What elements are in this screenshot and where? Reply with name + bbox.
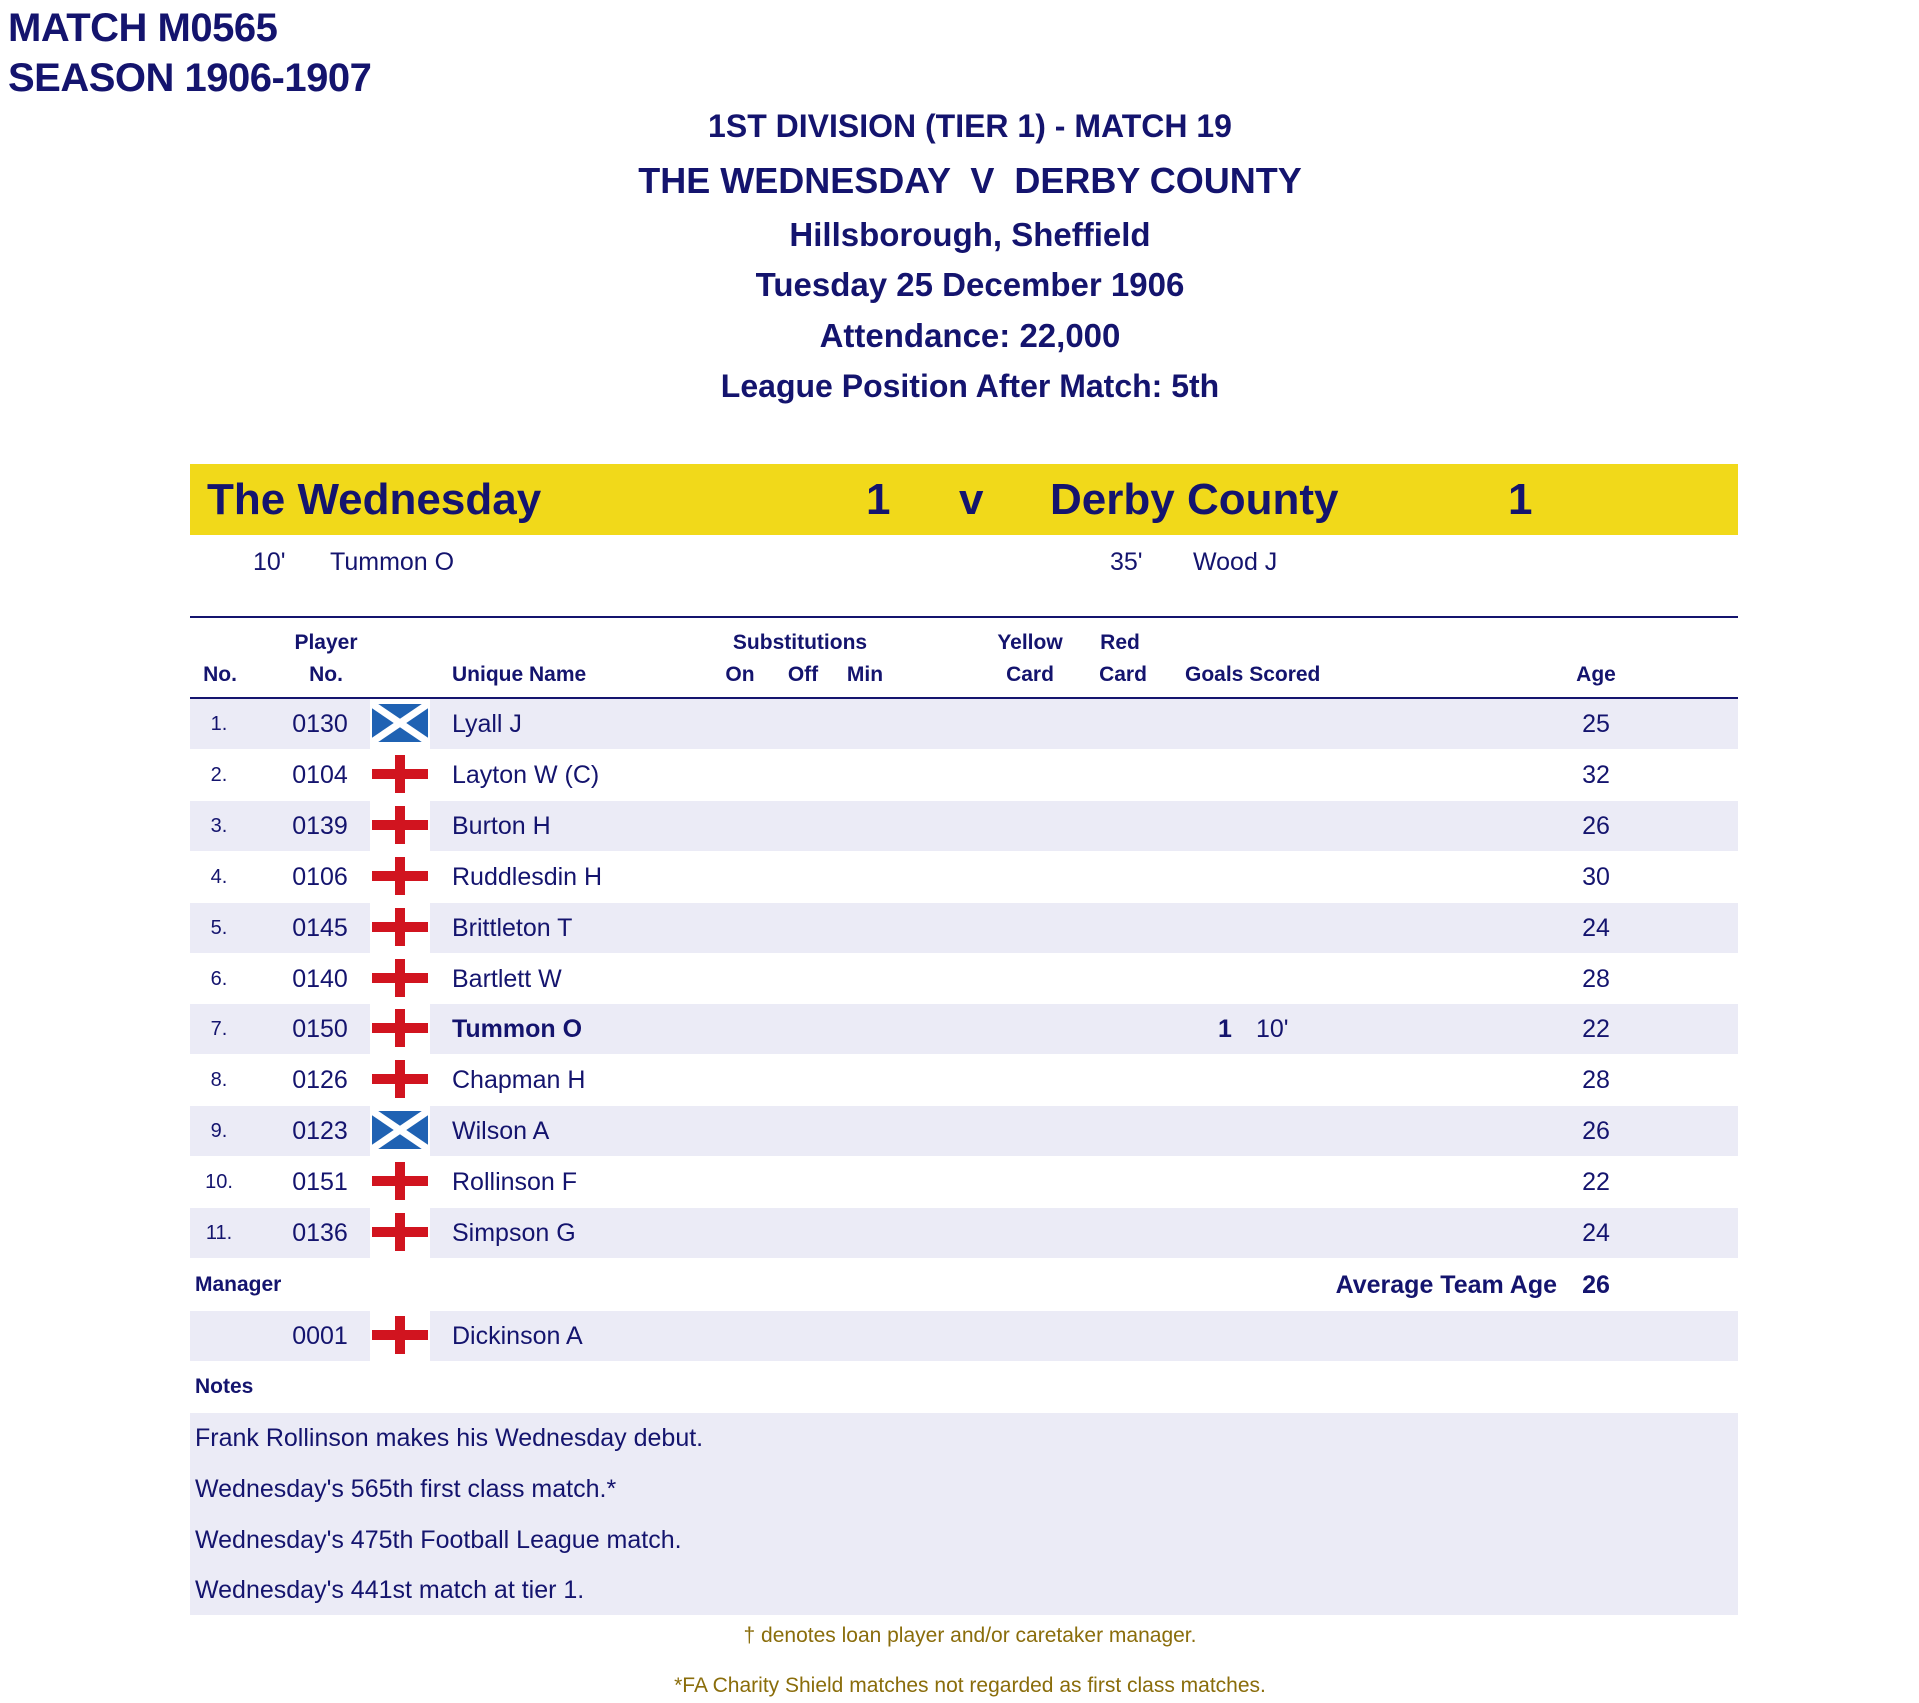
player-number: 0145 [292,914,348,942]
notes-label: Notes [195,1375,254,1398]
home-scorer-name: Tummon O [330,548,455,576]
player-number: 0136 [292,1219,348,1247]
player-name: Brittleton T [452,914,573,942]
player-number: 0106 [292,863,348,891]
charity-footnote: *FA Charity Shield matches not regarded as first class matches. [674,1674,1266,1697]
england-flag-icon [370,1311,430,1361]
score-bar [190,464,1738,535]
divider [190,616,1738,618]
table-row [190,699,1738,749]
note-item [190,1565,1738,1615]
player-age: 22 [1582,1168,1610,1196]
loan-footnote: † denotes loan player and/or caretaker manager. [743,1624,1197,1647]
player-number: 0140 [292,965,348,993]
col-header-unique-name: Unique Name [452,663,587,686]
england-flag-icon [370,1004,430,1054]
table-row [190,750,1738,800]
player-name: Wilson A [452,1117,550,1145]
table-row [190,852,1738,902]
row-number: 5. [210,917,228,939]
manager-name: Dickinson A [452,1322,583,1350]
col-header-min: Min [846,663,884,686]
scorers-line [0,547,1919,577]
player-number: 0130 [292,710,348,738]
competition-title: 1ST DIVISION (TIER 1) - MATCH 19 [708,108,1232,144]
notes-header-row [190,1362,1738,1412]
col-header-player: Player [294,631,358,654]
table-row [190,903,1738,953]
league-position: League Position After Match: 5th [720,368,1220,404]
table-row [190,1208,1738,1258]
player-name: Layton W (C) [452,761,600,789]
player-number: 0151 [292,1168,348,1196]
away-scorer-minute: 35' [1110,548,1143,576]
col-header-goals-scored: Goals Scored [1185,663,1321,686]
scotland-flag-icon [370,1106,430,1156]
col-header-yellow-card: Card [1006,663,1054,686]
col-header-substitutions: Substitutions [732,631,868,654]
england-flag-icon [370,954,430,1004]
col-header-yellow: Yellow [997,631,1063,654]
england-flag-icon [370,1055,430,1105]
versus-label: v [959,475,984,524]
england-flag-icon [370,852,430,902]
note-item [190,1413,1738,1463]
season-label: SEASON 1906-1907 [8,56,372,100]
player-age: 30 [1582,863,1610,891]
player-number: 0123 [292,1117,348,1145]
col-header-age: Age [1576,663,1616,686]
goals-count: 1 [1218,1015,1232,1043]
player-name: Rollinson F [452,1168,578,1196]
player-name: Burton H [452,812,551,840]
row-number: 1. [210,713,228,735]
away-team-name: Derby County [1050,475,1339,524]
player-name: Lyall J [452,710,522,738]
player-age: 24 [1582,914,1610,942]
player-number: 0150 [292,1015,348,1043]
note-text: Wednesday's 565th first class match.* [195,1475,617,1503]
table-row [190,801,1738,851]
fixture-title: THE WEDNESDAY V DERBY COUNTY [638,160,1302,201]
table-row [190,1106,1738,1156]
row-number: 9. [210,1120,228,1142]
average-team-age-label: Average Team Age [1335,1271,1557,1299]
note-item [190,1515,1738,1565]
manager-label: Manager [195,1273,282,1296]
player-number: 0104 [292,761,348,789]
goal-minute: 10' [1256,1015,1289,1043]
home-goals: 1 [866,475,891,524]
column-headers [0,630,1919,696]
row-number: 6. [210,968,228,990]
player-age: 26 [1582,812,1610,840]
england-flag-icon [370,801,430,851]
match-date: Tuesday 25 December 1906 [755,266,1185,303]
note-text: Frank Rollinson makes his Wednesday debut. [195,1424,704,1452]
player-name: Ruddlesdin H [452,863,603,891]
match-id: MATCH M0565 [8,6,278,50]
col-header-on: On [725,663,755,686]
player-number: 0126 [292,1066,348,1094]
table-row [190,1157,1738,1207]
row-number: 8. [210,1069,228,1091]
player-age: 28 [1582,1066,1610,1094]
col-header-off: Off [787,663,819,686]
table-row [190,1004,1738,1054]
away-goals: 1 [1508,475,1533,524]
average-team-age: 26 [1582,1271,1610,1299]
row-number: 10. [205,1171,233,1193]
away-scorer-name: Wood J [1193,548,1278,576]
note-text: Wednesday's 441st match at tier 1. [195,1576,585,1604]
england-flag-icon [370,1208,430,1258]
venue: Hillsborough, Sheffield [789,216,1151,253]
notes-box [190,1413,1738,1615]
player-age: 25 [1582,710,1610,738]
row-number: 3. [210,815,228,837]
england-flag-icon [370,1157,430,1207]
row-number: 11. [205,1222,233,1244]
col-header-red-card: Card [1099,663,1147,686]
table-row [190,1055,1738,1105]
manager-header-row [190,1260,1738,1310]
col-header-player-no: No. [309,663,343,686]
scotland-flag-icon [370,699,430,749]
table-row [190,954,1738,1004]
player-age: 22 [1582,1015,1610,1043]
england-flag-icon [370,750,430,800]
player-name: Bartlett W [452,965,562,993]
home-team-name: The Wednesday [207,475,542,524]
player-age: 28 [1582,965,1610,993]
attendance: Attendance: 22,000 [819,317,1121,354]
manager-row [190,1311,1738,1361]
player-name: Simpson G [452,1219,576,1247]
col-header-no: No. [203,663,237,686]
player-name: Chapman H [452,1066,586,1094]
manager-no: 0001 [292,1322,348,1350]
player-number: 0139 [292,812,348,840]
row-number: 4. [210,866,228,888]
england-flag-icon [370,903,430,953]
home-scorer-minute: 10' [253,548,286,576]
row-number: 2. [210,764,228,786]
note-item [190,1464,1738,1514]
player-age: 24 [1582,1219,1610,1247]
col-header-red: Red [1100,631,1140,654]
row-number: 7. [210,1018,228,1040]
player-age: 32 [1582,761,1610,789]
player-name: Tummon O [452,1015,583,1043]
note-text: Wednesday's 475th Football League match. [195,1526,682,1554]
player-age: 26 [1582,1117,1610,1145]
